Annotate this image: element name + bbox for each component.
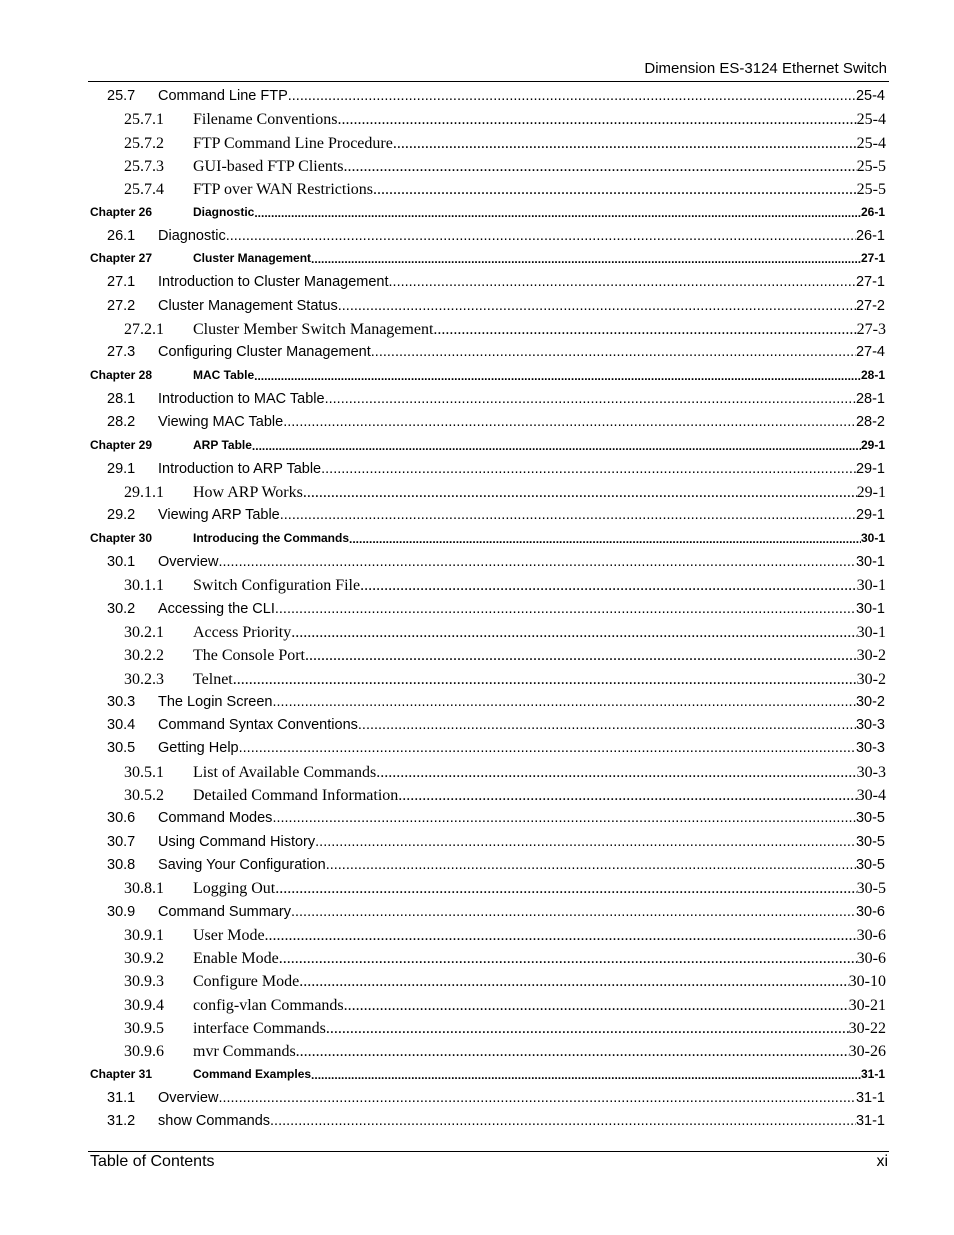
dot-leader bbox=[315, 834, 856, 850]
toc-entry-title: Command Modes bbox=[158, 810, 273, 827]
toc-entry-number: Chapter 31 bbox=[90, 1066, 153, 1081]
toc-entry-page: 30-1 bbox=[855, 554, 885, 570]
toc-entry-page: 25-5 bbox=[856, 181, 886, 199]
dot-leader bbox=[360, 577, 857, 595]
toc-entry-page: 30-5 bbox=[856, 880, 886, 898]
dot-leader bbox=[299, 973, 848, 991]
toc-subsection-entry[interactable] bbox=[124, 764, 886, 784]
dot-leader bbox=[305, 647, 857, 665]
toc-entry-title: Getting Help bbox=[158, 740, 239, 757]
toc-entry-title: Command Line FTP bbox=[158, 88, 288, 104]
toc-entry-title: Viewing MAC Table bbox=[158, 414, 284, 431]
dot-leader bbox=[270, 1113, 856, 1129]
toc-section-entry[interactable] bbox=[107, 904, 885, 924]
toc-entry-number: 25.7.2 bbox=[124, 134, 164, 152]
toc-subsection-entry[interactable] bbox=[124, 950, 886, 970]
toc-section-entry[interactable] bbox=[107, 88, 885, 108]
toc-section-entry[interactable] bbox=[107, 274, 885, 294]
toc-entry-number: 25.7.1 bbox=[124, 111, 164, 129]
toc-entry-title: Cluster Management Status bbox=[158, 297, 338, 314]
toc-entry-page: 26-1 bbox=[855, 227, 885, 244]
toc-entry-title: ARP Table bbox=[193, 437, 252, 452]
toc-subsection-entry[interactable] bbox=[124, 997, 886, 1017]
dot-leader bbox=[303, 484, 857, 502]
toc-entry-page: 27-2 bbox=[855, 297, 885, 314]
toc-chapter-entry[interactable] bbox=[90, 251, 885, 269]
toc-entry-title: Command Syntax Conventions bbox=[158, 717, 358, 734]
footer-section-title: Table of Contents bbox=[90, 1153, 215, 1170]
toc-entry-page: 28-2 bbox=[855, 414, 885, 431]
toc-section-entry[interactable] bbox=[107, 461, 885, 481]
toc-entry-number: 26.1 bbox=[107, 227, 136, 244]
toc-section-entry[interactable] bbox=[107, 857, 885, 877]
toc-entry-title: User Mode bbox=[193, 926, 265, 944]
toc-entry-number: 25.7 bbox=[107, 88, 136, 104]
toc-entry-number: 31.1 bbox=[107, 1089, 136, 1106]
toc-entry-number: 27.2 bbox=[107, 297, 136, 314]
toc-entry-title: Configuring Cluster Management bbox=[158, 344, 371, 361]
toc-subsection-entry[interactable] bbox=[124, 880, 886, 900]
toc-entry-number: 30.5.1 bbox=[124, 763, 164, 781]
toc-entry-number: 25.7.4 bbox=[124, 181, 164, 199]
toc-subsection-entry[interactable] bbox=[124, 671, 886, 691]
toc-entry-title: The Login Screen bbox=[158, 693, 273, 710]
toc-entry-title: Viewing ARP Table bbox=[158, 507, 280, 524]
toc-entry-page: 30-21 bbox=[848, 996, 886, 1014]
dot-leader bbox=[265, 927, 857, 945]
toc-entry-page: 28-1 bbox=[855, 390, 885, 407]
dot-leader bbox=[321, 461, 856, 477]
footer-page-number: xi bbox=[876, 1153, 888, 1170]
dot-leader bbox=[296, 1043, 849, 1061]
running-header: Dimension ES-3124 Ethernet Switch bbox=[644, 60, 887, 77]
toc-entry-page: 29-1 bbox=[855, 460, 885, 477]
toc-subsection-entry[interactable] bbox=[124, 624, 886, 644]
dot-leader bbox=[288, 88, 856, 104]
toc-entry-title: Telnet bbox=[193, 670, 233, 688]
dot-leader bbox=[311, 251, 861, 265]
toc-entry-number: Chapter 30 bbox=[90, 530, 153, 545]
toc-section-entry[interactable] bbox=[107, 414, 885, 434]
header-rule bbox=[88, 81, 889, 82]
toc-entry-page: 30-6 bbox=[856, 926, 886, 944]
toc-entry-title: Saving Your Configuration bbox=[158, 856, 326, 873]
dot-leader bbox=[233, 671, 857, 689]
toc-entry-number: 28.1 bbox=[107, 390, 136, 407]
toc-entry-title: Using Command History bbox=[158, 833, 316, 850]
dot-leader bbox=[398, 787, 856, 805]
toc-subsection-entry[interactable] bbox=[124, 135, 886, 155]
toc-entry-title: Introduction to ARP Table bbox=[158, 460, 322, 477]
toc-entry-page: 27-1 bbox=[860, 251, 885, 266]
toc-entry-page: 30-22 bbox=[848, 1020, 886, 1037]
toc-entry-number: 30.9 bbox=[107, 903, 136, 920]
toc-entry-page: 26-1 bbox=[860, 204, 885, 219]
toc-entry-page: 30-3 bbox=[855, 717, 885, 734]
toc-section-entry[interactable] bbox=[107, 228, 885, 248]
toc-entry-page: 25-5 bbox=[856, 157, 886, 175]
dot-leader bbox=[337, 111, 856, 129]
toc-entry-page: 30-6 bbox=[856, 950, 886, 968]
toc-subsection-entry[interactable] bbox=[124, 484, 886, 504]
dot-leader bbox=[291, 624, 856, 642]
toc-entry-title: FTP Command Line Procedure bbox=[193, 134, 393, 152]
dot-leader bbox=[389, 274, 856, 290]
toc-entry-title: Diagnostic bbox=[158, 227, 226, 244]
dot-leader bbox=[254, 368, 861, 382]
toc-entry-number: 30.2.2 bbox=[124, 647, 164, 665]
toc-entry-number: 30.3 bbox=[107, 693, 136, 710]
toc-entry-page: 31-1 bbox=[855, 1113, 885, 1130]
toc-entry-number: 30.2 bbox=[107, 600, 136, 617]
toc-entry-page: 30-1 bbox=[856, 623, 886, 641]
toc-entry-title: Accessing the CLI bbox=[158, 600, 275, 617]
toc-entry-title: Introducing the Commands bbox=[193, 530, 349, 545]
toc-entry-page: 29-1 bbox=[860, 437, 885, 452]
toc-entry-page: 31-1 bbox=[855, 1089, 885, 1106]
dot-leader bbox=[376, 764, 856, 782]
toc-entry-page: 30-2 bbox=[856, 647, 886, 665]
toc-entry-number: 28.2 bbox=[107, 414, 136, 431]
toc-entry-number: 29.2 bbox=[107, 507, 136, 524]
toc-entry-number: 30.9.5 bbox=[124, 1020, 164, 1037]
toc-entry-number: 31.2 bbox=[107, 1113, 136, 1130]
toc-entry-number: 30.9.4 bbox=[124, 996, 164, 1014]
toc-entry-page: 30-1 bbox=[855, 600, 885, 617]
toc-entry-number: 30.9.3 bbox=[124, 973, 164, 991]
toc-entry-title: Command Summary bbox=[158, 903, 291, 920]
dot-leader bbox=[326, 857, 856, 873]
toc-chapter-entry[interactable] bbox=[90, 1067, 885, 1085]
dot-leader bbox=[311, 1067, 861, 1081]
toc-entry-number: 30.1 bbox=[107, 554, 136, 570]
toc-entry-title: mvr Commands bbox=[193, 1043, 296, 1061]
toc-subsection-entry[interactable] bbox=[124, 181, 886, 201]
dot-leader bbox=[275, 601, 856, 617]
toc-entry-title: Introduction to MAC Table bbox=[158, 390, 325, 407]
dot-leader bbox=[344, 997, 849, 1015]
toc-entry-page: 25-4 bbox=[856, 111, 886, 129]
toc-entry-title: MAC Table bbox=[193, 367, 255, 382]
toc-entry-page: 27-4 bbox=[855, 344, 885, 361]
toc-entry-title: show Commands bbox=[158, 1113, 271, 1130]
toc-entry-title: Enable Mode bbox=[193, 950, 279, 968]
toc-section-entry[interactable] bbox=[107, 740, 885, 760]
toc-section-entry[interactable] bbox=[107, 298, 885, 318]
dot-leader bbox=[280, 507, 856, 523]
toc-entry-page: 30-6 bbox=[855, 903, 885, 920]
dot-leader bbox=[279, 950, 857, 968]
footer-rule bbox=[88, 1151, 889, 1152]
toc-entry-title: Configure Mode bbox=[193, 973, 300, 991]
toc-section-entry[interactable] bbox=[107, 1113, 885, 1133]
toc-entry-number: Chapter 28 bbox=[90, 367, 153, 382]
toc-subsection-entry[interactable] bbox=[124, 321, 886, 341]
toc-entry-title: Logging Out bbox=[193, 880, 276, 898]
toc-entry-title: config-vlan Commands bbox=[193, 996, 344, 1014]
toc-subsection-entry[interactable] bbox=[124, 787, 886, 807]
toc-section-entry[interactable] bbox=[107, 391, 885, 411]
toc-entry-page: 27-3 bbox=[856, 321, 886, 338]
dot-leader bbox=[252, 438, 861, 452]
toc-entry-title: Cluster Management bbox=[193, 251, 312, 266]
toc-section-entry[interactable] bbox=[107, 834, 885, 854]
toc-entry-number: 29.1 bbox=[107, 460, 136, 477]
dot-leader bbox=[239, 740, 856, 756]
toc-entry-number: Chapter 29 bbox=[90, 437, 153, 452]
toc-entry-page: 30-26 bbox=[848, 1043, 886, 1061]
toc-chapter-entry[interactable] bbox=[90, 205, 885, 223]
toc-entry-page: 30-4 bbox=[856, 787, 886, 804]
toc-entry-number: 27.1 bbox=[107, 274, 136, 291]
toc-entry-number: 25.7.3 bbox=[124, 157, 164, 175]
dot-leader bbox=[218, 1090, 856, 1106]
toc-entry-page: 31-1 bbox=[860, 1066, 885, 1081]
dot-leader bbox=[338, 298, 856, 314]
dot-leader bbox=[344, 158, 857, 176]
dot-leader bbox=[393, 135, 857, 153]
dot-leader bbox=[326, 1020, 849, 1038]
toc-entry-number: 30.5 bbox=[107, 740, 136, 757]
dot-leader bbox=[272, 694, 856, 710]
toc-entry-number: 30.5.2 bbox=[124, 787, 164, 804]
toc-entry-title: Switch Configuration File bbox=[193, 577, 361, 595]
toc-entry-number: 30.9.2 bbox=[124, 950, 164, 968]
toc-entry-page: 30-10 bbox=[848, 973, 886, 991]
toc-subsection-entry[interactable] bbox=[124, 973, 886, 993]
toc-section-entry[interactable] bbox=[107, 694, 885, 714]
toc-entry-title: Filename Conventions bbox=[193, 111, 338, 129]
toc-entry-title: Overview bbox=[158, 1089, 219, 1106]
toc-entry-number: 30.6 bbox=[107, 810, 136, 827]
toc-subsection-entry[interactable] bbox=[124, 158, 886, 178]
toc-entry-title: Diagnostic bbox=[193, 204, 255, 219]
toc-entry-title: interface Commands bbox=[193, 1020, 326, 1037]
toc-subsection-entry[interactable] bbox=[124, 1020, 886, 1040]
dot-leader bbox=[275, 880, 856, 898]
toc-entry-page: 30-5 bbox=[855, 810, 885, 827]
toc-entry-title: Detailed Command Information bbox=[193, 787, 399, 804]
dot-leader bbox=[325, 391, 856, 407]
toc-entry-title: How ARP Works bbox=[193, 484, 303, 502]
toc-subsection-entry[interactable] bbox=[124, 1043, 886, 1063]
toc-entry-page: 29-1 bbox=[855, 507, 885, 524]
dot-leader bbox=[371, 344, 856, 360]
toc-section-entry[interactable] bbox=[107, 717, 885, 737]
dot-leader bbox=[433, 321, 856, 339]
toc-entry-number: 30.1.1 bbox=[124, 577, 164, 595]
toc-entry-number: Chapter 26 bbox=[90, 204, 153, 219]
toc-section-entry[interactable] bbox=[107, 1090, 885, 1110]
toc-chapter-entry[interactable] bbox=[90, 368, 885, 386]
toc-entry-page: 30-2 bbox=[856, 670, 886, 688]
toc-entry-title: Command Examples bbox=[193, 1066, 312, 1081]
toc-section-entry[interactable] bbox=[107, 554, 885, 574]
toc-entry-page: 28-1 bbox=[860, 367, 885, 382]
toc-entry-page: 27-1 bbox=[855, 274, 885, 291]
dot-leader bbox=[226, 228, 856, 244]
toc-entry-number: 30.7 bbox=[107, 833, 136, 850]
toc-section-entry[interactable] bbox=[107, 507, 885, 527]
toc-entry-page: 29-1 bbox=[856, 484, 886, 502]
dot-leader bbox=[291, 904, 856, 920]
toc-entry-page: 30-2 bbox=[855, 693, 885, 710]
dot-leader bbox=[349, 531, 861, 545]
toc-entry-number: 29.1.1 bbox=[124, 484, 164, 502]
dot-leader bbox=[218, 554, 856, 570]
toc-subsection-entry[interactable] bbox=[124, 927, 886, 947]
toc-entry-number: Chapter 27 bbox=[90, 251, 153, 266]
toc-entry-page: 25-4 bbox=[856, 134, 886, 152]
toc-entry-page: 30-5 bbox=[855, 833, 885, 850]
toc-section-entry[interactable] bbox=[107, 810, 885, 830]
toc-entry-page: 25-4 bbox=[855, 88, 885, 104]
toc-entry-number: 30.2.1 bbox=[124, 623, 164, 641]
toc-entry-number: 27.2.1 bbox=[124, 321, 164, 338]
toc-section-entry[interactable] bbox=[107, 601, 885, 621]
toc-entry-title: Access Priority bbox=[193, 623, 292, 641]
dot-leader bbox=[272, 810, 856, 826]
toc-section-entry[interactable] bbox=[107, 344, 885, 364]
toc-entry-title: The Console Port bbox=[193, 647, 305, 665]
toc-entry-page: 30-1 bbox=[860, 530, 885, 545]
toc-entry-page: 30-3 bbox=[855, 740, 885, 757]
toc-entry-page: 30-3 bbox=[856, 763, 886, 781]
dot-leader bbox=[358, 717, 856, 733]
toc-entry-page: 30-1 bbox=[856, 577, 886, 595]
toc-subsection-entry[interactable] bbox=[124, 111, 886, 131]
toc-entry-number: 30.9.6 bbox=[124, 1043, 164, 1061]
toc-chapter-entry[interactable] bbox=[90, 531, 885, 549]
dot-leader bbox=[283, 414, 856, 430]
toc-entry-number: 30.2.3 bbox=[124, 670, 164, 688]
dot-leader bbox=[373, 181, 857, 199]
dot-leader bbox=[254, 205, 861, 219]
toc-entry-number: 30.4 bbox=[107, 717, 136, 734]
toc-entry-title: GUI-based FTP Clients bbox=[193, 157, 344, 175]
toc-entry-number: 30.9.1 bbox=[124, 926, 164, 944]
toc-entry-page: 30-5 bbox=[855, 856, 885, 873]
toc-entry-number: 27.3 bbox=[107, 344, 136, 361]
toc-entry-number: 30.8.1 bbox=[124, 880, 164, 898]
toc-subsection-entry[interactable] bbox=[124, 577, 886, 597]
toc-entry-title: Introduction to Cluster Management bbox=[158, 274, 389, 291]
toc-entry-title: List of Available Commands bbox=[193, 763, 377, 781]
toc-chapter-entry[interactable] bbox=[90, 438, 885, 456]
toc-entry-title: FTP over WAN Restrictions bbox=[193, 181, 373, 199]
toc-entry-title: Cluster Member Switch Management bbox=[193, 321, 434, 338]
toc-entry-number: 30.8 bbox=[107, 856, 136, 873]
toc-entry-title: Overview bbox=[158, 554, 219, 570]
toc-subsection-entry[interactable] bbox=[124, 647, 886, 667]
